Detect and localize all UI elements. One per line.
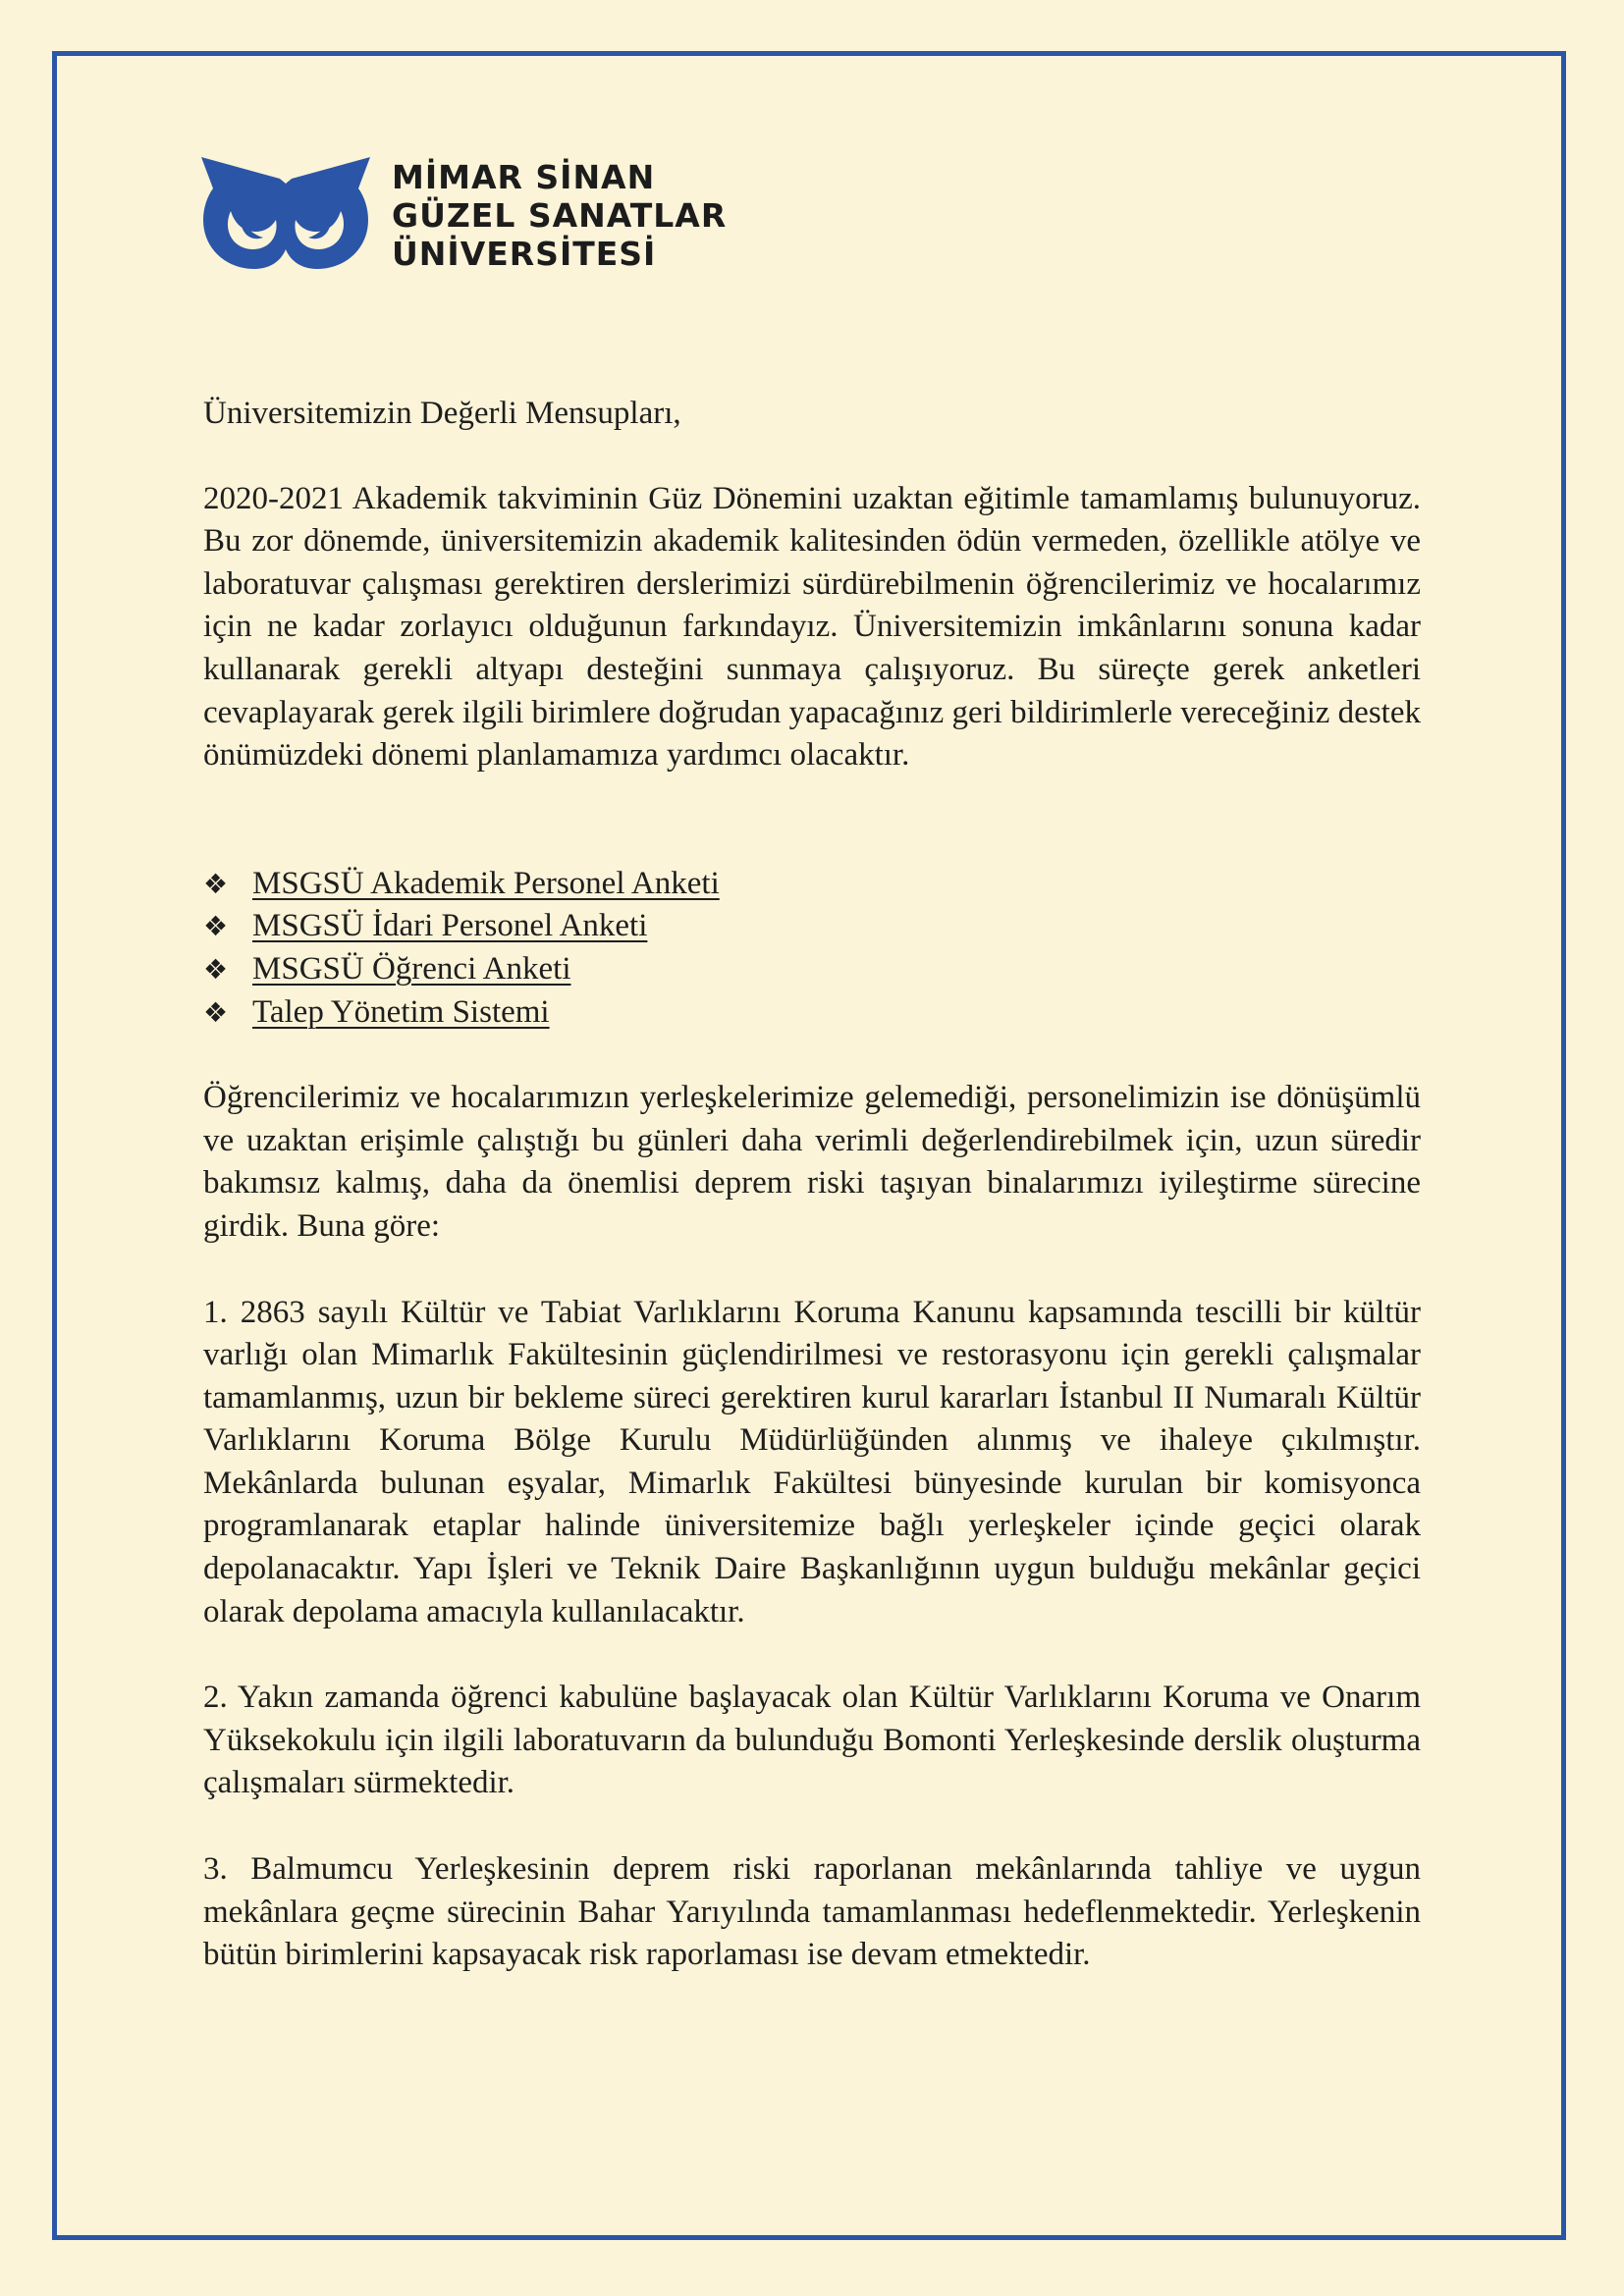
- logo-line-2: GÜZEL SANATLAR: [392, 195, 728, 235]
- logo-line-1: MİMAR SİNAN: [392, 157, 656, 196]
- academic-staff-survey-link[interactable]: MSGSÜ Akademik Personel Anketi: [252, 865, 720, 901]
- university-name: [392, 158, 727, 273]
- renovation-paragraph: Öğrencilerimiz ve hocalarımızın yerleşkelerimize gelemediği, personelimizin ise dönüşümlü ve uzaktan erişimle çalıştığı bu günleri daha verimli değerlendirebilmek için, uzun süredir bakımsız kalmış, daha da önemlisi deprem riski taşıyan binalarımızı iyileştirme sürecine girdik. Buna göre:: [203, 1080, 1421, 1244]
- diamond-bullet-icon: ❖: [203, 952, 229, 986]
- numbered-item-1: 1. 2863 sayılı Kültür ve Tabiat Varlıklarını Koruma Kanunu kapsamında tescilli bir kültür varlığı olan Mimarlık Fakültesinin güçlendirilmesi ve restorasyonu için gerekli çalışmalar tamamlanmış, uzun bir bekleme süreci gerektiren kurul kararları İstanbul II Numaralı Kültür Varlıklarını Koruma Bölge Kurulu Müdürlüğünden alınmış ve ihaleye çıkılmıştır. Mekânlarda bulunan eşyalar, Mimarlık Fakültesi bünyesinde kurulan bir komisyonca programlanarak etaplar halinde üniversitemize bağlı yerleşkeler içinde geçici olarak depolanacaktır. Yapı İşleri ve Teknik Daire Başkanlığının uygun bulduğu mekânlar geçici olarak depolama amacıyla kullanılacaktır.: [203, 1294, 1421, 1629]
- logo-line-3: ÜNİVERSİTESİ: [392, 234, 657, 273]
- list-item: [203, 991, 1421, 1035]
- request-management-system-link[interactable]: Talep Yönetim Sistemi: [252, 993, 550, 1030]
- list-item: [203, 863, 1421, 906]
- diamond-bullet-icon: ❖: [203, 995, 229, 1029]
- survey-links-list: [203, 863, 1421, 1034]
- greeting: Üniversitemizin Değerli Mensupları,: [203, 396, 681, 431]
- numbered-item-2: 2. Yakın zamanda öğrenci kabulüne başlayacak olan Kültür Varlıklarını Koruma ve Onarım Yüksekokulu için ilgili laboratuvarın da bulunduğu Bomonti Yerleşkesinde derslik oluşturma çalışmaları sürmektedir.: [203, 1680, 1421, 1801]
- university-logo: [201, 157, 727, 273]
- list-item: [203, 905, 1421, 948]
- list-item: [203, 948, 1421, 991]
- owl-eyes-icon: [201, 157, 370, 273]
- intro-paragraph: 2020-2021 Akademik takviminin Güz Dönemini uzaktan eğitimle tamamlamış bulunuyoruz. Bu zor dönemde, üniversitemizin akademik kalitesinden ödün vermeden, özellikle atölye ve laboratuvar çalışması gerektiren derslerimizi sürdürebilmenin öğrencilerimiz ve hocalarımız için ne kadar zorlayıcı olduğunun farkındayız. Üniversitemizin imkânlarını sonuna kadar kullanarak gerekli altyapı desteğini sunmaya çalışıyoruz. Bu süreçte gerek anketleri cevaplayarak gerek ilgili birimlere doğrudan yapacağınız geri bildirimlerle vereceğiniz destek önümüzdeki dönemi planlamamıza yardımcı olacaktır.: [203, 480, 1421, 774]
- diamond-bullet-icon: ❖: [203, 867, 229, 900]
- numbered-item-3: 3. Balmumcu Yerleşkesinin deprem riski raporlanan mekânlarında tahliye ve uygun mekânlara geçme sürecinin Bahar Yarıyılında tamamlanması hedeflenmektedir. Yerleşkenin bütün birimlerini kapsayacak risk raporlaması ise devam etmektedir.: [203, 1851, 1421, 1973]
- student-survey-link[interactable]: MSGSÜ Öğrenci Anketi: [252, 950, 571, 987]
- diamond-bullet-icon: ❖: [203, 910, 229, 943]
- administrative-staff-survey-link[interactable]: MSGSÜ İdari Personel Anketi: [252, 908, 648, 944]
- letter-body: [203, 393, 1421, 1977]
